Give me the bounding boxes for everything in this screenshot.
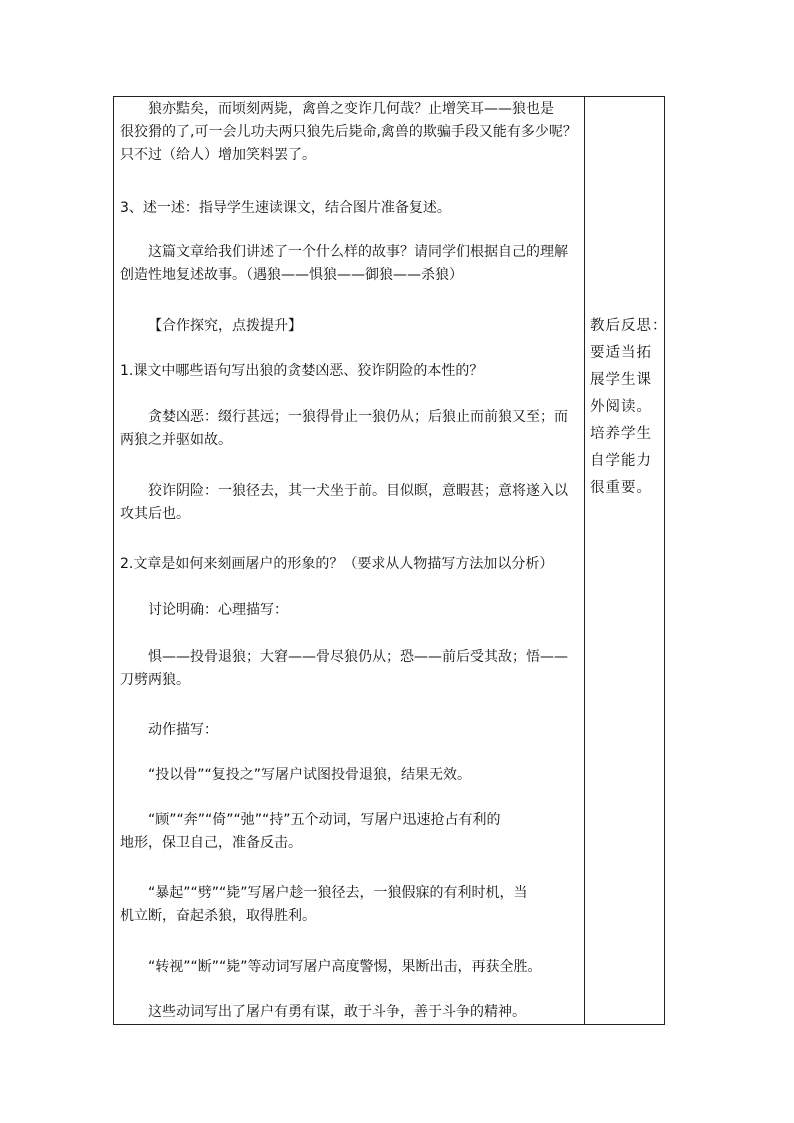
text-line: 机立断，奋起杀狼，取得胜利。 xyxy=(120,908,316,924)
text-line: 讨论明确：心理描写： xyxy=(148,602,288,618)
psych-sequence xyxy=(120,646,606,692)
text-line: 惧——投骨退狼；大窘——骨尽狼仍从；恐——前后受其敌；悟—— xyxy=(148,649,568,665)
text-line: “顾”“奔”“倚”“弛”“持”五个动词，写屠户迅速抢占有利的 xyxy=(148,812,501,828)
text-line: 狡诈阴险：一狼径去，其一犬坐于前。目似瞑，意暇甚；意将遂入以 xyxy=(148,483,568,499)
lesson-table xyxy=(113,96,668,1025)
action-2 xyxy=(120,809,606,855)
text-line: 很狡猾的了,可一会儿功夫两只狼先后毙命,禽兽的欺骗手段又能有多少呢？ xyxy=(120,124,577,140)
text-line: 狼亦黠矣，而顷刻两毙，禽兽之变诈几何哉？止增笑耳——狼也是 xyxy=(148,101,554,117)
discussion-psych xyxy=(120,599,606,622)
action-3 xyxy=(120,882,606,928)
question-2 xyxy=(120,553,578,576)
text-line: 刀劈两狼。 xyxy=(120,672,190,688)
text-line: 地形，保卫自己，准备反击。 xyxy=(120,835,302,851)
text-line: 攻其后也。 xyxy=(120,506,190,522)
reflection-line: 展学生课 xyxy=(590,372,652,388)
reflection-line: 外阅读。 xyxy=(590,399,652,415)
reflection-line: 自学能力 xyxy=(590,453,652,469)
answer-greedy xyxy=(120,406,606,452)
text-line: “投以骨”“复投之”写屠户试图投骨退狼，结果无效。 xyxy=(148,767,472,783)
reflection-line: 教后反思： xyxy=(590,318,668,334)
action-1 xyxy=(120,764,606,787)
text-line: 动作描写： xyxy=(148,722,218,738)
text-line: 这些动词写出了屠户有勇有谋，敢于斗争，善于斗争的精神。 xyxy=(148,1004,526,1020)
text-line: “暴起”“劈”“毙”写屠户趁一狼径去，一狼假寐的有利时机，当 xyxy=(148,885,528,901)
text-line: 只不过（给人）增加笑料罢了。 xyxy=(120,147,316,163)
action-heading xyxy=(120,719,606,742)
text-line: 1.课文中哪些语句写出狼的贪婪凶恶、狡诈阴险的本性的？ xyxy=(120,363,484,379)
reflection-cell xyxy=(585,97,668,1024)
paragraph-retell-step xyxy=(120,197,578,220)
action-4 xyxy=(120,956,606,979)
text-line: “转视”“断”“毙”等动词写屠户高度警惕，果断出击，再获全胜。 xyxy=(148,959,542,975)
reflection-line: 培养学生 xyxy=(590,426,652,442)
text-line: 这篇文章给我们讲述了一个什么样的故事？请同学们根据自己的理解 xyxy=(148,244,568,260)
reflection-line: 要适当拓 xyxy=(590,345,652,361)
section-heading xyxy=(120,315,606,338)
text-line: 3、述一述：指导学生速读课文，结合图片准备复述。 xyxy=(120,200,451,216)
reflection-line: 很重要。 xyxy=(590,480,652,496)
text-line: 2.文章是如何来刻画屠户的形象的？（要求从人物描写方法加以分析） xyxy=(120,556,554,572)
text-line: 两狼之并驱如故。 xyxy=(120,432,232,448)
question-1 xyxy=(120,360,578,383)
text-line: 贪婪凶恶：缀行甚远；一狼得骨止一狼仍从；后狼止而前狼又至；而 xyxy=(148,409,568,425)
paragraph-conclusion xyxy=(120,98,606,167)
lesson-content-cell xyxy=(114,97,584,1024)
summary xyxy=(120,1001,606,1024)
text-line: 【合作探究，点拨提升】 xyxy=(148,318,302,334)
answer-cunning xyxy=(120,480,606,526)
text-line: 创造性地复述故事。（遇狼——惧狼——御狼——杀狼） xyxy=(120,267,463,283)
paragraph-retell-prompt xyxy=(120,241,606,287)
